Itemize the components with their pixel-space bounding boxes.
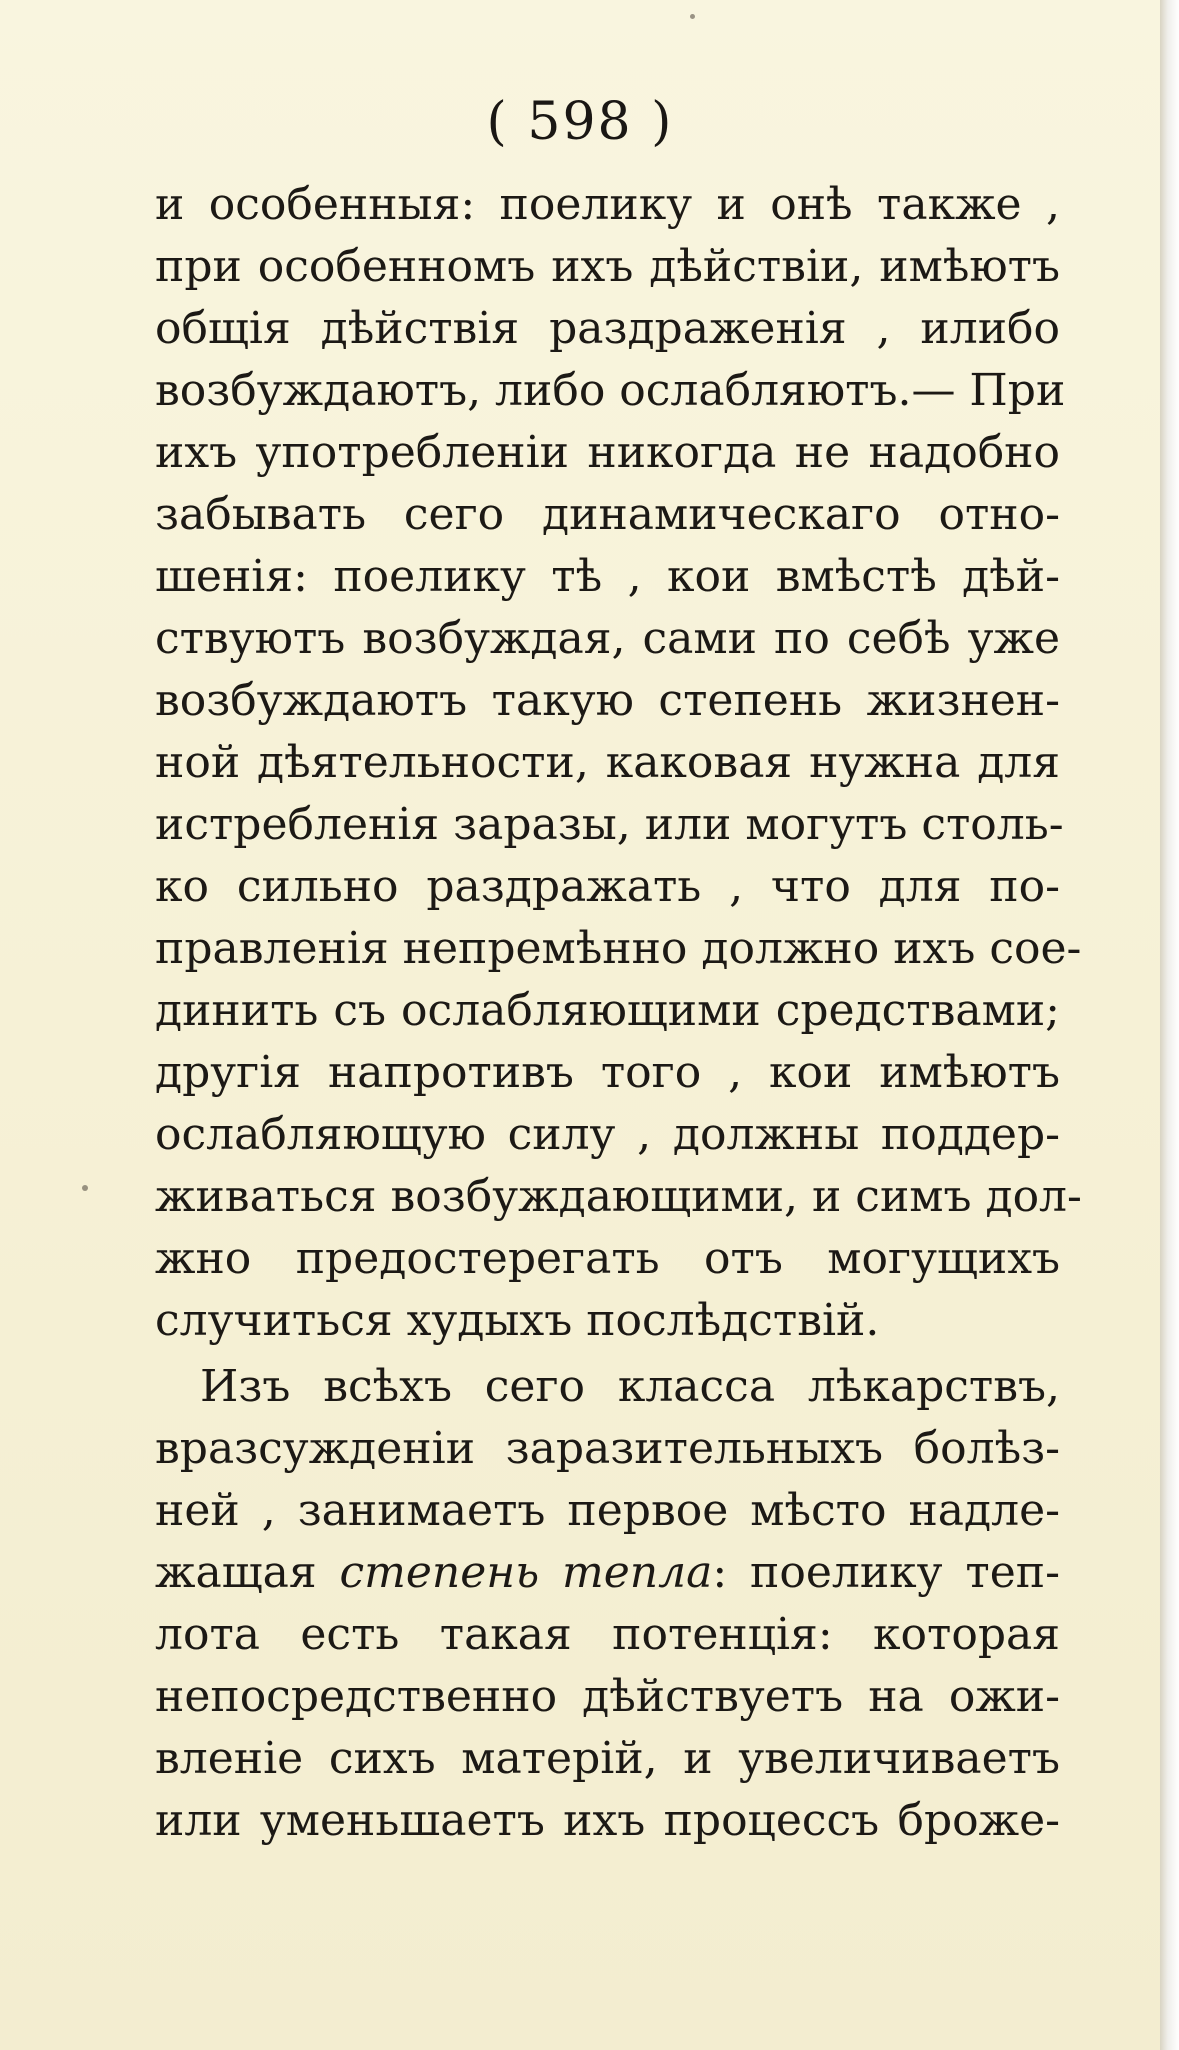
text-line: шенія: поелику тѣ , кои вмѣстѣ дѣй- xyxy=(155,551,1060,602)
text-line: ихъ употребленіи никогда не надобно xyxy=(155,427,1060,478)
text-span: : поелику теп- xyxy=(712,1547,1060,1598)
text-line: живаться возбуждающими, и симъ дол- xyxy=(155,1171,1082,1222)
text-span: жащая xyxy=(155,1547,340,1598)
text-line: возбуждаютъ такую степень жизнен- xyxy=(155,675,1060,726)
text-line: правленія непремѣнно должно ихъ сое- xyxy=(155,923,1082,974)
text-line: жно предостерегать отъ могущихъ xyxy=(155,1233,1060,1284)
text-line: ко сильно раздражать , что для по- xyxy=(155,861,1060,912)
ink-speck xyxy=(82,1185,88,1191)
text-line: забывать сего динамическаго отно- xyxy=(155,489,1060,540)
text-line: ней , занимаетъ первое мѣсто надле- xyxy=(155,1485,1060,1536)
text-line: динить съ ослабляющими средствами; xyxy=(155,985,1060,1036)
ink-speck xyxy=(690,14,695,19)
text-line: непосредственно дѣйствуетъ на ожи- xyxy=(155,1671,1060,1722)
page-edge xyxy=(1160,0,1179,2050)
text-line: лота есть такая потенція: которая xyxy=(155,1609,1060,1660)
text-line: общія дѣйствія раздраженія , илибо xyxy=(155,303,1060,354)
text-line: истребленія заразы, или могутъ столь- xyxy=(155,799,1064,850)
page-number: ( 598 ) xyxy=(486,92,674,152)
text-line: ослабляющую силу , должны поддер- xyxy=(155,1109,1060,1160)
text-line: случиться худыхъ послѣдствій. xyxy=(155,1295,880,1346)
emphasized-phrase: степень тепла xyxy=(339,1547,713,1598)
text-line: вленіе сихъ матерій, и увеличиваетъ xyxy=(155,1733,1060,1784)
paragraph-first-line: Изъ всѣхъ сего класса лѣкарствъ, xyxy=(200,1361,1060,1412)
text-line: и особенныя: поелику и онѣ также , xyxy=(155,179,1060,230)
text-line: другія напротивъ того , кои имѣютъ xyxy=(155,1047,1060,1098)
text-line-with-emphasis xyxy=(155,1541,1060,1605)
text-line: возбуждаютъ, либо ослабляютъ.— При xyxy=(155,365,1066,416)
text-line: ной дѣятельности, каковая нужна для xyxy=(155,737,1060,788)
text-line: или уменьшаетъ ихъ процессъ броже- xyxy=(155,1795,1060,1846)
text-line: вразсужденіи заразительныхъ болѣз- xyxy=(155,1423,1060,1474)
text-line: ствуютъ возбуждая, сами по себѣ уже xyxy=(155,613,1060,664)
text-line: при особенномъ ихъ дѣйствіи, имѣютъ xyxy=(155,241,1060,292)
